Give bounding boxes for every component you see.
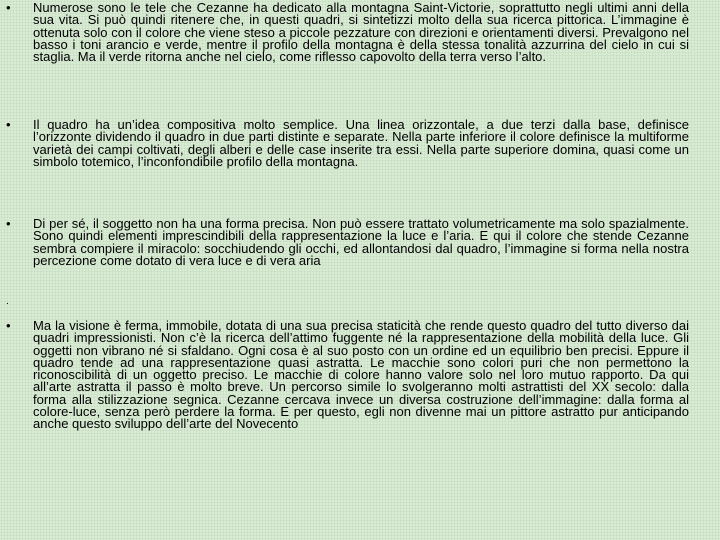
bullet-icon: • — [6, 318, 11, 333]
paragraph-text: Di per sé, il soggetto non ha una forma precisa. Non può essere trattato volumetricamente ma solo spazialmente. Sono quindi elementi imprescindibili della rappresentazione la luce e l’aria. E qui il colore che stende Cezanne sembra compiere il miracolo: socchiudendo gli occhi, ed allontandosi dal quadro, l’immagine si forma nella nostra percezione come dotato di vera luce e di vera aria — [33, 216, 689, 268]
bullet-icon: • — [6, 216, 11, 231]
bullet-icon: • — [6, 0, 11, 15]
paragraph-text: Il quadro ha un’idea compositiva molto semplice. Una linea orizzontale, a due terzi dalla base, definisce l’orizzonte dividendo il quadro in due parti distinte e separate. Nella parte inferiore il colore definisce la multiforme varietà dei campi coltivati, degli alberi e delle case inserite tra essi. Nella parte superiore domina, quasi come un simbolo totemico, l’inconfondibile profilo della montagna. — [33, 117, 689, 169]
stray-mark: . — [6, 296, 9, 307]
paragraph-text: Numerose sono le tele che Cezanne ha dedicato alla montagna Saint-Victorie, soprattutto negli ultimi anni della sua vita. Si può quindi ritenere che, in questi quadri, si sintetizzi molto della sua ricerca pittorica. L’immagine è ottenuta solo con il colore che viene steso a piccole pezzature con direzioni e orientamenti diversi. Prevalgono nel basso i toni arancio e verde, mentre il profilo della montagna è della stessa tonalità azzurrina del cielo in cui si staglia. Ma il verde ritorna anche nel cielo, come riflesso capovolto della terra verso l’alto. — [33, 0, 689, 65]
paragraph-text: Ma la visione è ferma, immobile, dotata di una sua precisa staticità che rende questo quadro del tutto diverso dai quadri impressionisti. Non c’è la ricerca dell’attimo fuggente né la rappresentazione della mobilità della luce. Gli oggetti non vibrano né si sfaldano. Ogni cosa è al suo posto con un ordine ed un equilibrio ben precisi. Eppure il quadro tende ad una rappresentazione quasi astratta. Le macchie sono colori puri che non permettono la riconoscibilità di un oggetto preciso. Le macchie di colore hanno valore solo nel loro mutuo rapporto. Da qui all’arte astratta il passo è molto breve. Un percorso simile lo svolgeranno molti astrattisti del XX secolo: dalla forma alla stilizzazione segnica. Cezanne cercava invece un diversa costruzione dell’immagine: dalla forma al colore-luce, senza però perdere la forma. E per questo, egli non divenne mai un pittore astratto pur anticipando anche questo sviluppo dell’arte del Novecento — [33, 318, 689, 432]
bullet-icon: • — [6, 117, 11, 132]
